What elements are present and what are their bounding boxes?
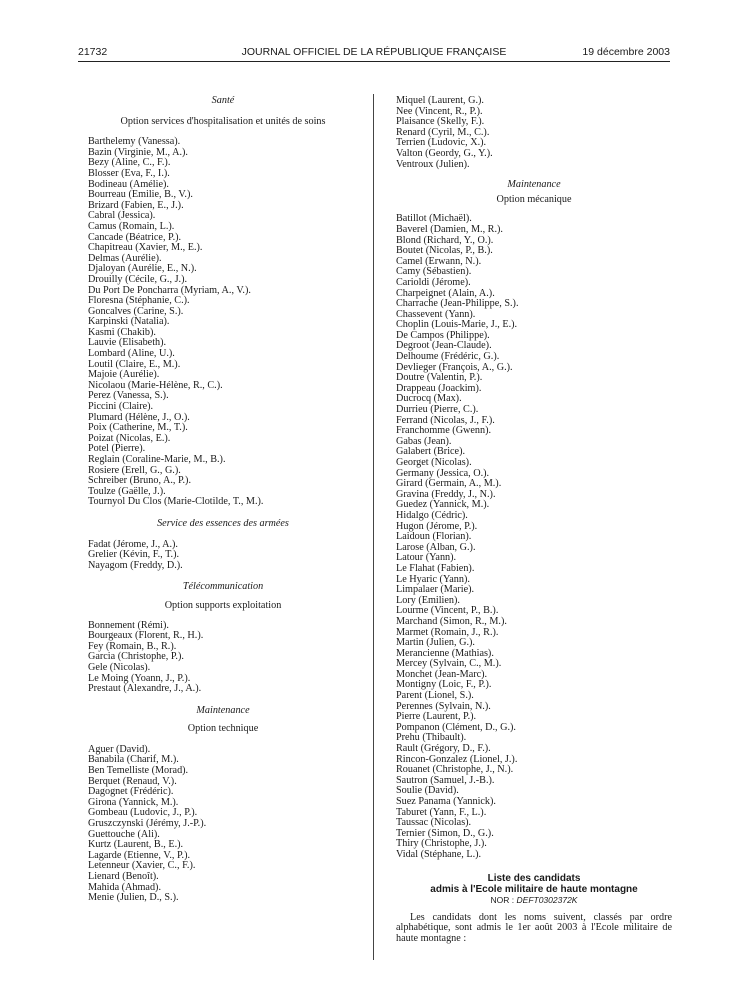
list-item: Schreiber (Bruno, A., P.). [88, 475, 191, 487]
list-item: Lauvie (Elisabeth). [88, 337, 167, 349]
list-item: Perennes (Sylvain, N.). [396, 700, 491, 712]
list-item: Bodineau (Amélie). [88, 178, 169, 190]
column-divider [373, 94, 374, 960]
list-item: Baverel (Damien, M., R.). [396, 223, 503, 235]
list-item: Ternier (Simon, D., G.). [396, 827, 494, 839]
section-title-telecom: Télécommunication [182, 581, 264, 593]
list-item: Marmet (Romain, J., R.). [396, 626, 499, 638]
list-item: Taburet (Yann, F., L.). [396, 806, 487, 818]
list-item: Thiry (Christophe, J.). [396, 838, 487, 850]
list-item: Perez (Vanessa, S.). [88, 390, 169, 402]
option-title-hospitalisation: Option services d'hospitalisation et unités de soins [120, 115, 326, 127]
list-item: Loutil (Claire, E., M.). [88, 358, 181, 370]
list-item: Le Moing (Yoann, J., P.). [88, 672, 191, 684]
list-item: Blosser (Eva, F., I.). [88, 167, 170, 179]
list-item: Rincon-Gonzalez (Lionel, J.). [396, 753, 518, 765]
list-item: Ventroux (Julien). [396, 158, 470, 170]
list-item: Boutet (Nicolas, P., B.). [396, 245, 493, 257]
list-item: Kasmi (Chakib). [88, 326, 156, 338]
list-item: Charpeignet (Alain, A.). [396, 287, 495, 299]
list-item: Durrieu (Pierre, C.). [396, 404, 479, 416]
list-item: Lienard (Benoît). [88, 871, 159, 882]
list-item: Bonnement (Rémi). [88, 619, 169, 631]
list-item: Du Port De Poncharra (Myriam, A., V.). [88, 284, 251, 296]
list-item: Germany (Jessica, O.). [396, 467, 490, 479]
list-item: Chassevent (Yann). [396, 308, 476, 320]
list-item: Nicolaou (Marie-Hélène, R., C.). [88, 379, 223, 391]
list-item: Fadat (Jérome, J., A.). [88, 538, 178, 550]
list-item: Berquet (Renaud, V.). [88, 775, 177, 787]
list-item: Bezy (Aline, C., F.). [88, 157, 171, 169]
list-item: Floresna (Stéphanie, C.). [88, 295, 190, 307]
list-item: Garcia (Christophe, P.). [88, 651, 184, 663]
list-item: Grelier (Kévin, F., T.). [88, 549, 180, 561]
list-item: Rouanet (Christophe, J., N.). [396, 764, 514, 776]
list-item: Soulie (David). [396, 785, 459, 797]
list-item: Tournyol Du Clos (Marie-Clotilde, T., M.). [88, 496, 264, 508]
list-item: Martin (Julien, G.). [396, 637, 475, 649]
list-item: Renard (Cyril, M., C.). [396, 126, 490, 138]
list-item: Parent (Lionel, S.). [396, 690, 474, 702]
list-item: Drappeau (Joackim). [396, 382, 482, 394]
list-item: Aguer (David). [88, 743, 151, 755]
list-item: Blond (Richard, Y., O.). [396, 234, 494, 246]
right-column [396, 96, 672, 944]
option-title-mecanique: Option mécanique [496, 193, 572, 205]
list-item: Galabert (Brice). [396, 446, 466, 458]
list-item: Fey (Romain, B., R.). [88, 640, 177, 652]
list-item: Ducrocq (Max). [396, 393, 462, 405]
section-title-maintenance-technique: Maintenance [196, 704, 250, 716]
list-item: Miquel (Laurent, G.). [396, 95, 484, 106]
list-item: Merancienne (Mathias). [396, 647, 494, 659]
list-item: Toulze (Gaëlle, J.). [88, 485, 166, 497]
list-item: Bazin (Virginie, M., A.). [88, 146, 188, 158]
list-item: Gravina (Freddy, J., N.). [396, 488, 496, 500]
list-item: Goncalves (Carine, S.). [88, 305, 184, 317]
list-item: Bourgeaux (Florent, R., H.). [88, 630, 204, 642]
list-item: Choplin (Louis-Marie, J., E.). [396, 319, 518, 331]
list-item: Marchand (Simon, R., M.). [396, 615, 507, 627]
list-item: Prehu (Thibault). [396, 732, 467, 744]
announcement-title-line1: Liste des candidats [487, 872, 581, 884]
list-item: Nayagom (Freddy, D.). [88, 559, 183, 571]
list-item: Gombeau (Ludovic, J., P.). [88, 807, 198, 819]
list-item: Girard (Germain, A., M.). [396, 478, 502, 490]
list-item: Pierre (Laurent, P.). [396, 711, 477, 723]
list-item: Valton (Geordy, G., Y.). [396, 147, 493, 159]
list-item: Taussac (Nicolas). [396, 817, 472, 829]
list-item: Nee (Vincent, R., P.). [396, 105, 483, 117]
list-item: Lagarde (Etienne, V., P.). [88, 849, 191, 861]
list-item: Ferrand (Nicolas, J., F.). [396, 414, 495, 426]
announcement-paragraph: Les candidats dont les noms suivent, classés par ordre alphabétique, sont admis le 1er août 2003 à l'Ecole militaire de haute montagne : [396, 911, 672, 944]
list-item: Batillot (Michaël). [396, 213, 472, 225]
list-item: Le Hyaric (Yann). [396, 573, 470, 585]
page-number: 21732 [78, 46, 108, 58]
list-item: Banabila (Charif, M.). [88, 754, 179, 766]
list-item: Camy (Sébastien). [396, 266, 472, 278]
list-item: Gele (Nicolas). [88, 661, 151, 673]
list-item: Poix (Catherine, M., T.). [88, 422, 188, 434]
issue-date: 19 décembre 2003 [582, 46, 670, 58]
list-item: De Campos (Philippe). [396, 329, 490, 341]
list-item: Poizat (Nicolas, E.). [88, 432, 171, 444]
page-header [78, 46, 670, 60]
list-item: Le Flahat (Fabien). [396, 562, 475, 574]
list-item: Franchomme (Gwenn). [396, 425, 492, 437]
section-title-maintenance-mecanique: Maintenance [507, 179, 561, 191]
list-item: Lombard (Aline, U.). [88, 348, 175, 360]
list-item: Reglain (Coraline-Marie, M., B.). [88, 454, 226, 465]
list-item: Montigny (Loic, F., P.). [396, 679, 492, 691]
list-item: Karpinski (Natalia). [88, 316, 170, 328]
list-item: Georget (Nicolas). [396, 457, 472, 468]
option-title-supports: Option supports exploitation [164, 599, 282, 611]
section-title-sante: Santé [211, 95, 235, 106]
header-rule [78, 61, 670, 62]
list-item: Delhoume (Frédéric, G.). [396, 351, 500, 363]
list-item: Hugon (Jérome, P.). [396, 520, 478, 532]
list-item: Guettouche (Ali). [88, 828, 160, 840]
list-item: Prestaut (Alexandre, J., A.). [88, 683, 202, 695]
list-item: Guedez (Yannick, M.). [396, 499, 490, 511]
list-item: Pompanon (Clément, D., G.). [396, 721, 516, 733]
list-item: Latour (Yann). [396, 552, 457, 564]
name-list-sante [88, 137, 358, 508]
nor-reference [396, 895, 672, 906]
list-item: Letenneur (Xavier, C., F.). [88, 860, 196, 872]
section-title-essences: Service des essences des armées [157, 517, 289, 529]
nor-label: NOR : [490, 894, 515, 905]
list-item: Menie (Julien, D., S.). [88, 892, 179, 904]
name-list-maintenance-technique [88, 745, 358, 904]
list-item: Delmas (Aurélie). [88, 252, 162, 264]
option-title-technique: Option technique [187, 723, 259, 735]
list-item: Charrache (Jean-Philippe, S.). [396, 298, 519, 310]
announcement-title-line2: admis à l'Ecole militaire de haute montagne [430, 883, 638, 895]
list-item: Potel (Pierre). [88, 443, 146, 455]
journal-title: JOURNAL OFFICIEL DE LA RÉPUBLIQUE FRANÇAISE [241, 46, 507, 58]
list-item: Doutre (Valentin, P.). [396, 372, 483, 384]
list-item: Barthelemy (Vanessa). [88, 136, 181, 148]
list-item: Terrien (Ludovic, X.). [396, 137, 487, 149]
list-item: Laidoun (Florian). [396, 531, 472, 543]
list-item: Dagognet (Frédéric). [88, 786, 174, 798]
list-item: Suez Panama (Yannick). [396, 796, 496, 807]
list-item: Rault (Grégory, D., F.). [396, 743, 491, 755]
list-item: Lourme (Vincent, P., B.). [396, 605, 499, 617]
list-item: Cancade (Béatrice, P.). [88, 231, 182, 243]
list-item: Lory (Emilien). [396, 594, 460, 606]
list-item: Ben Temelliste (Morad). [88, 765, 189, 777]
list-item: Mahida (Ahmad). [88, 881, 161, 893]
left-column [88, 96, 358, 904]
list-item: Drouilly (Cécile, G., J.). [88, 273, 188, 285]
list-item: Djaloyan (Aurélie, E., N.). [88, 263, 197, 275]
list-item: Cabral (Jessica). [88, 210, 156, 222]
list-item: Brizard (Fabien, E., J.). [88, 199, 184, 211]
name-list-telecom [88, 621, 358, 695]
list-item: Plumard (Hélène, J., O.). [88, 411, 190, 423]
list-item: Vidal (Stéphane, L.). [396, 848, 482, 860]
list-item: Kurtz (Laurent, B., E.). [88, 839, 184, 851]
list-item: Girona (Yannick, M.). [88, 796, 179, 808]
list-item: Limpalaer (Marie). [396, 584, 475, 596]
list-item: Sautron (Samuel, J.-B.). [396, 774, 495, 786]
name-list-maintenance-mecanique [396, 214, 672, 860]
list-item: Piccini (Claire). [88, 401, 154, 413]
list-item: Monchet (Jean-Marc). [396, 668, 488, 680]
list-item: Hidalgo (Cédric). [396, 509, 468, 521]
list-item: Camel (Erwann, N.). [396, 255, 482, 267]
list-item: Gruszczynski (Jérémy, J.-P.). [88, 818, 207, 830]
list-item: Mercey (Sylvain, C., M.). [396, 658, 502, 670]
list-item: Majoie (Aurélie). [88, 369, 160, 381]
list-item: Gabas (Jean). [396, 435, 452, 447]
list-item: Chapitreau (Xavier, M., E.). [88, 242, 203, 254]
list-item: Carioldi (Jérome). [396, 276, 471, 288]
name-list-continued [396, 96, 672, 170]
list-item: Bourreau (Emilie, B., V.). [88, 189, 193, 201]
list-item: Rosiere (Erell, G., G.). [88, 464, 181, 476]
list-item: Plaisance (Skelly, F.). [396, 116, 485, 128]
name-list-essences [88, 540, 358, 572]
list-item: Devlieger (François, A., G.). [396, 361, 513, 373]
nor-code: DEFT0302372K [516, 894, 578, 905]
list-item: Degroot (Jean-Claude). [396, 340, 492, 352]
list-item: Camus (Romain, L.). [88, 220, 175, 232]
list-item: Larose (Alban, G.). [396, 541, 476, 553]
